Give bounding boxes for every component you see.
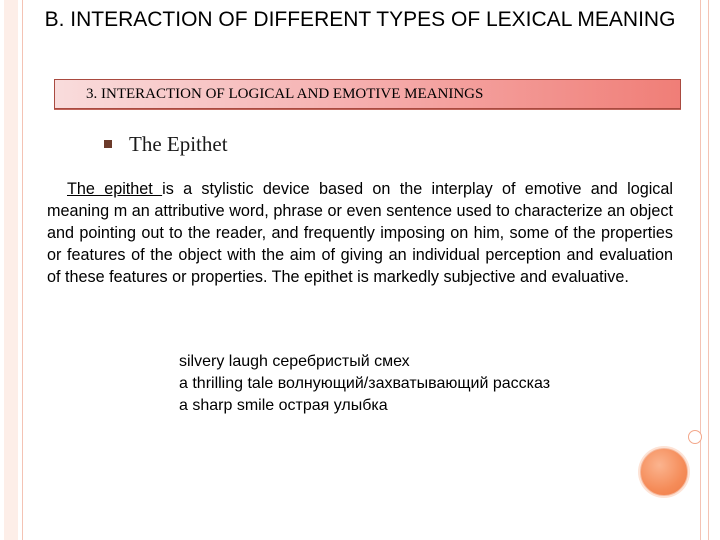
orange-circle-ornament xyxy=(640,448,688,496)
right-border-line xyxy=(700,0,701,540)
slide-title: B. INTERACTION OF DIFFERENT TYPES OF LEXICAL MEANING xyxy=(44,8,676,31)
example-line: a sharp smile острая улыбка xyxy=(179,397,388,414)
definition-text: is a stylistic device based on the interplay of emotive and logical meaning m an attributive word, phrase or even sentence used to characterize an object and pointing out to the reader, and frequently imposing on him, some of the properties or features of the object with the aim of giving an individual perception and evaluation of these features or properties. The epithet is markedly subjective and evaluative. xyxy=(47,180,673,286)
examples-list xyxy=(179,351,639,417)
bullet-item xyxy=(104,132,228,156)
left-border-line xyxy=(22,0,23,540)
square-bullet-icon xyxy=(104,140,112,148)
term-epithet: The epithet xyxy=(67,180,163,198)
definition-paragraph xyxy=(47,178,673,288)
right-border-line-outer xyxy=(708,0,709,540)
bullet-label: The Epithet xyxy=(129,132,228,156)
section-banner-text: 3. INTERACTION OF LOGICAL AND EMOTIVE MEANINGS xyxy=(86,86,484,102)
left-border-band xyxy=(4,0,18,540)
example-line: a thrilling tale волнующий/захватывающий рассказ xyxy=(179,375,551,392)
small-circle-ornament xyxy=(688,430,702,444)
section-banner xyxy=(54,79,681,109)
example-line: silvery laugh серебристый смех xyxy=(179,353,410,370)
